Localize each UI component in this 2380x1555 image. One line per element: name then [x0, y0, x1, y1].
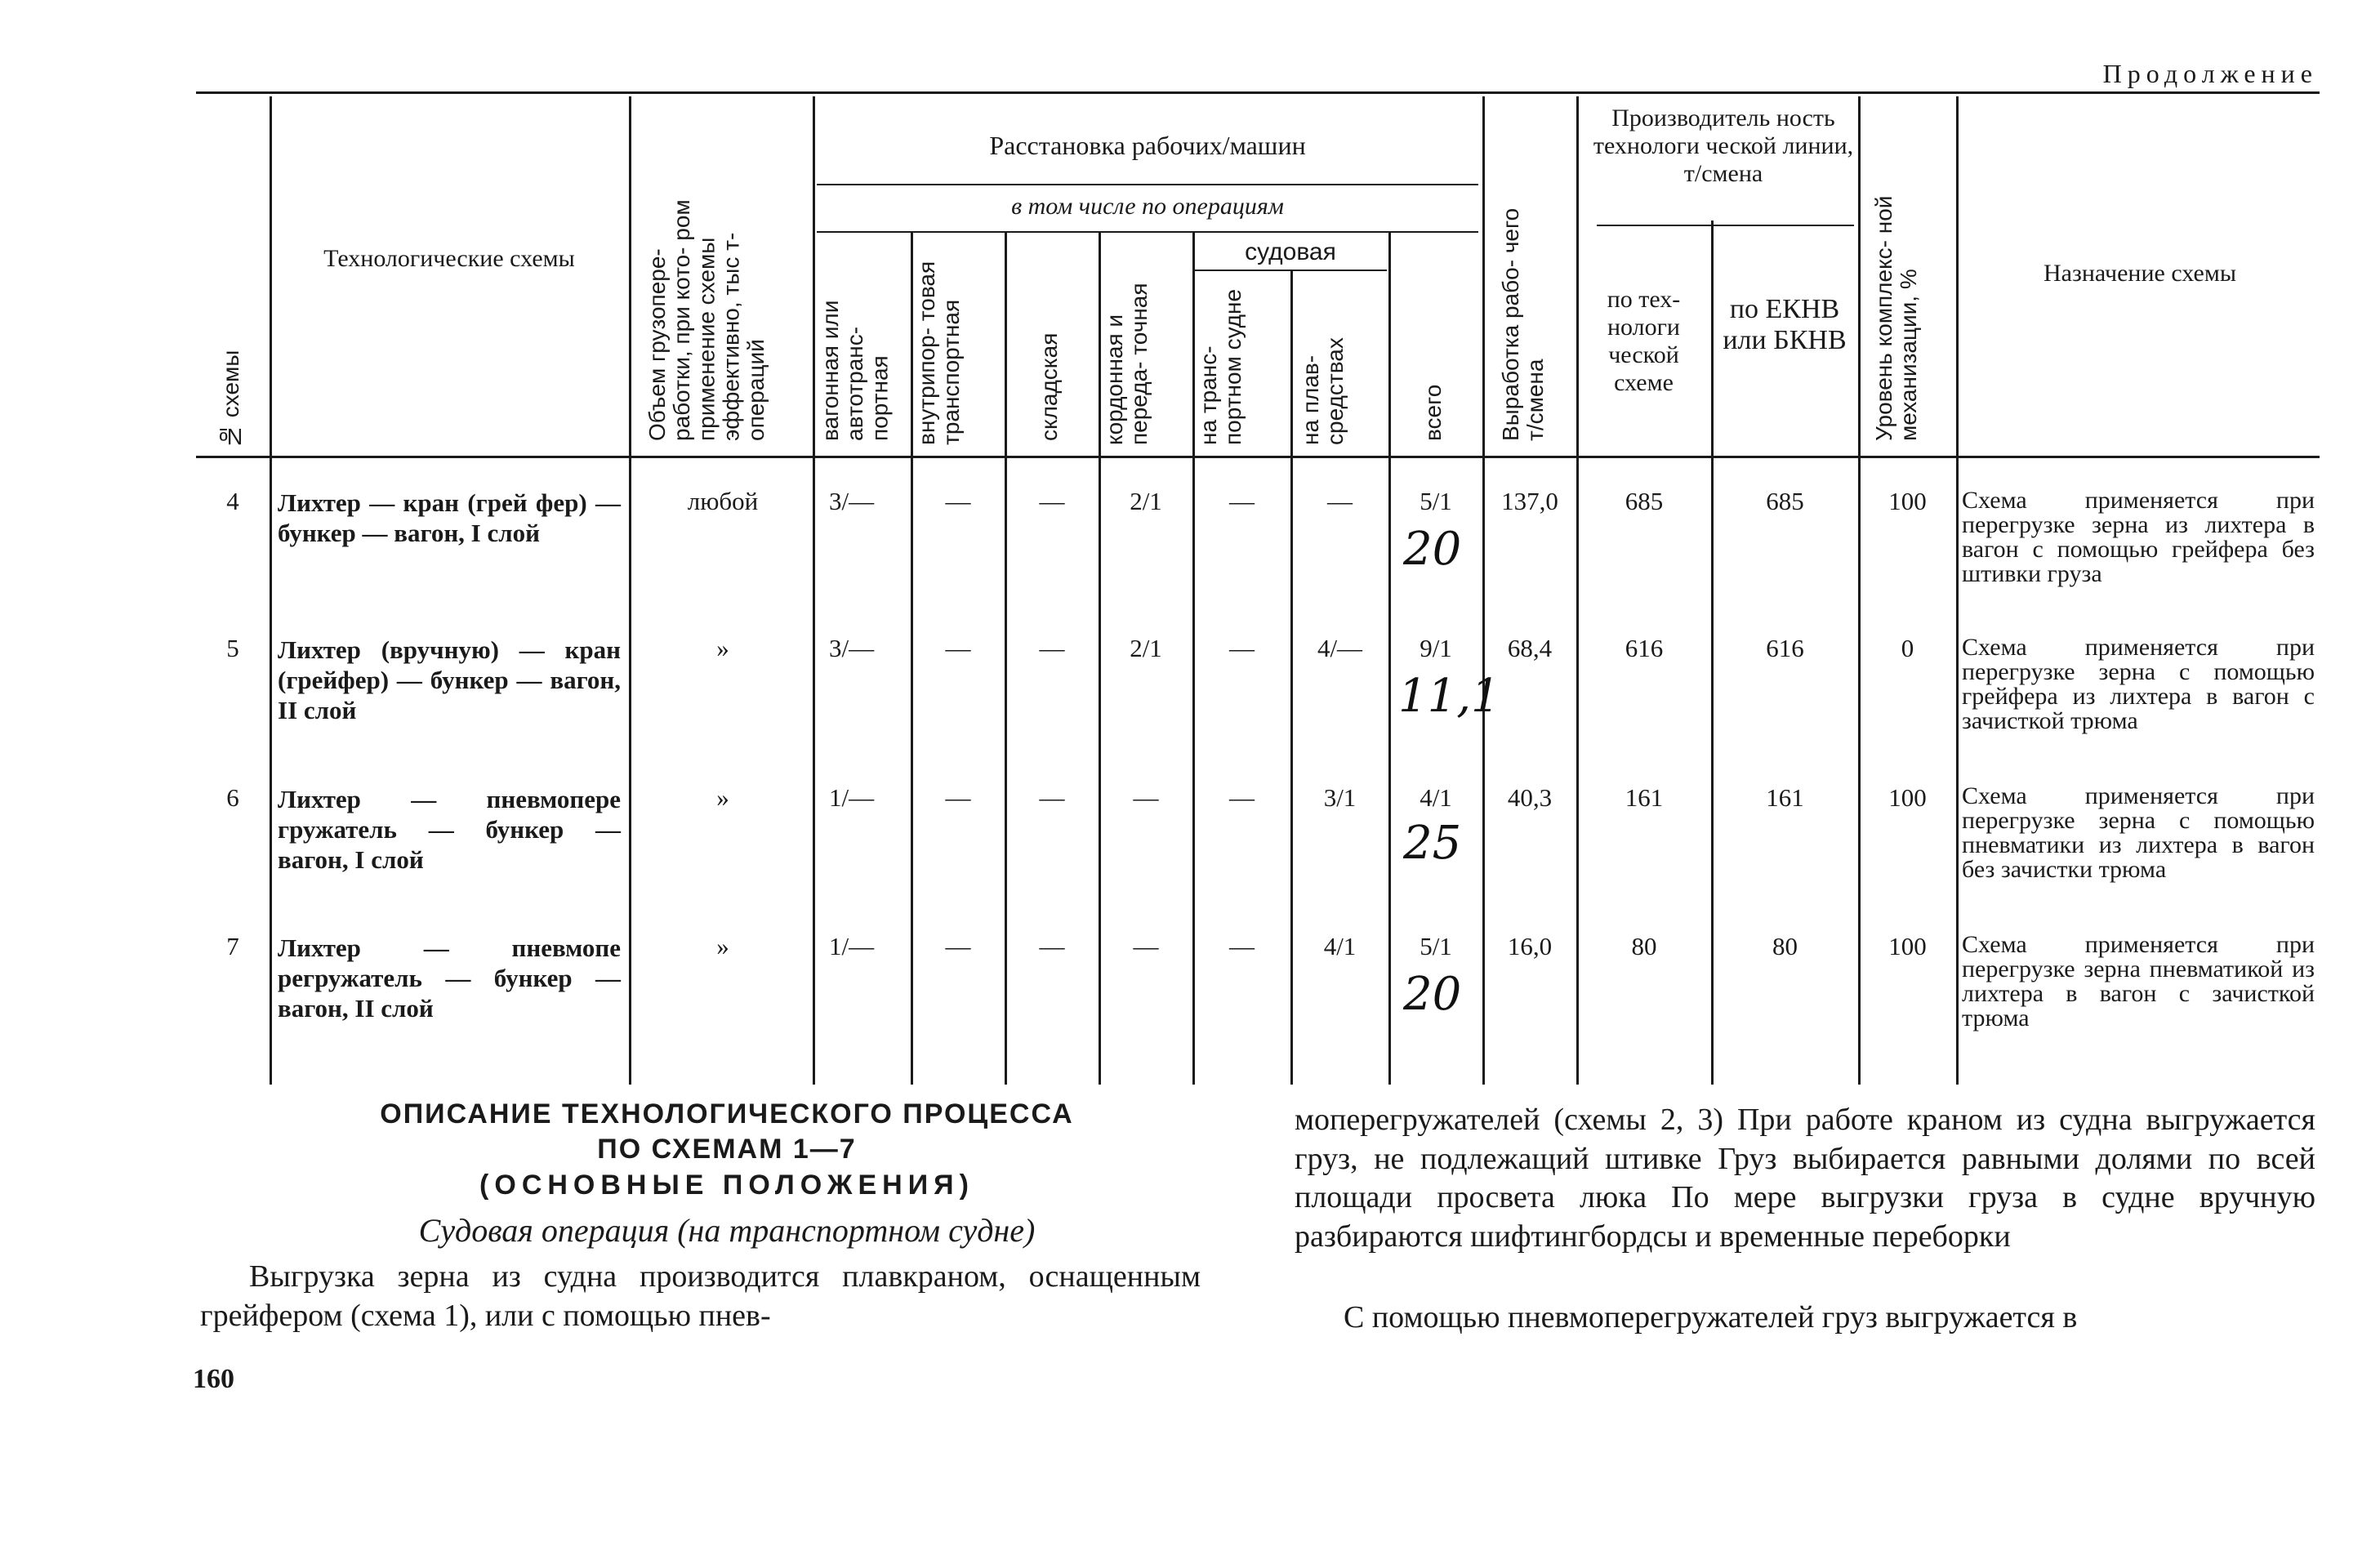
col-divider: [270, 96, 272, 1085]
ship-transport-value: —: [1229, 634, 1255, 662]
col-divider: [1290, 270, 1293, 1085]
header-cordon-text: кордонная и переда- точная: [1102, 283, 1152, 445]
total-value: 4/1: [1420, 783, 1452, 812]
header-output-text: Выработка рабо- чего т/смена: [1498, 207, 1549, 441]
left-paragraph: Выгрузка зерна из судна производится плавкраном, оснащенным грейфером (схема 1), или с помощью пнев-: [200, 1259, 1201, 1333]
ship-transport-value: —: [1229, 932, 1255, 960]
purpose-text: Схема применяется при перегрузке зерна из лихтера в вагон с помощью грейфера без штивки груза: [1962, 487, 2315, 587]
volume-value: »: [716, 932, 729, 960]
total-value: 5/1: [1420, 487, 1452, 515]
output-value: 40,3: [1507, 783, 1553, 812]
ship-float-value: 3/1: [1323, 783, 1357, 812]
header-total: всего: [1420, 384, 1446, 441]
by-scheme-value: 616: [1625, 634, 1664, 662]
header-purpose: Назначение схемы: [2044, 260, 2236, 287]
header-by-scheme: по тех- нологи ческой схеме: [1607, 286, 1681, 396]
total-value: 9/1: [1420, 634, 1452, 662]
warehouse-value: —: [1039, 783, 1065, 812]
by-scheme-value: 161: [1625, 783, 1664, 812]
by-eknv-value: 161: [1766, 783, 1804, 812]
scheme-text: Лихтер (вручную) — кран (грейфер) — бункер — вагон, II слой: [278, 635, 621, 725]
ship-float-value: 4/—: [1317, 634, 1363, 662]
header-mech-level-text: Уровень комплекс- ной механизации, %: [1871, 195, 1922, 441]
header-wagon: [818, 245, 900, 441]
col-divider: [629, 96, 631, 1085]
page-number: 160: [193, 1364, 234, 1394]
cordon-value: —: [1133, 932, 1159, 960]
intraport-value: —: [945, 634, 971, 662]
header-schemes: Технологические схемы: [323, 245, 575, 272]
ship-float-value: 4/1: [1323, 932, 1357, 960]
warehouse-value: —: [1039, 634, 1065, 662]
header-ship-float: [1299, 294, 1380, 445]
output-value: 137,0: [1501, 487, 1558, 515]
header-mech-level: [1872, 139, 1945, 441]
ship-rule: [1194, 270, 1387, 271]
placement-rule: [817, 184, 1478, 185]
header-warehouse: складская: [1036, 332, 1062, 441]
by-scheme-value: 80: [1631, 932, 1657, 960]
scheme-text: Лихтер — кран (грей фер) — бункер — вагон, I слой: [278, 488, 621, 548]
continuation-label: Продолжение: [2102, 59, 2318, 88]
header-ship-transport: [1197, 282, 1286, 445]
col-divider: [1956, 96, 1959, 1085]
wagon-value: 1/—: [829, 932, 875, 960]
row-number: 5: [226, 634, 239, 662]
scheme-text: Лихтер — пневмопе регружатель — бункер — вагон, II слой: [278, 933, 621, 1023]
purpose-text: Схема применяется при перегрузке зерна с помощью грейфера из лихтера в вагон с зачисткой трюма: [1962, 634, 2315, 734]
total-value: 5/1: [1420, 932, 1452, 960]
operations-rule: [817, 231, 1478, 233]
ship-transport-value: —: [1229, 487, 1255, 515]
volume-value: »: [716, 634, 729, 662]
mech-value: 100: [1888, 783, 1927, 812]
intraport-value: —: [945, 783, 971, 812]
volume-value: »: [716, 783, 729, 812]
handwritten-note: 20: [1403, 523, 1462, 576]
header-wagon-text: вагонная или автотранс- портная: [818, 300, 893, 441]
ship-float-value: —: [1327, 487, 1353, 515]
mech-value: 100: [1888, 932, 1927, 960]
header-scheme-number: № схемы: [218, 350, 243, 449]
ship-transport-value: —: [1229, 783, 1255, 812]
header-intraport: [915, 237, 996, 445]
header-intraport-text: внутрипор- товая транспортная: [914, 261, 965, 445]
handwritten-note: 20: [1403, 968, 1462, 1021]
purpose-text: Схема применяется при перегрузке зерна пневматикой из лихтера в вагон с зачисткой трюма: [1962, 931, 2315, 1031]
mech-value: 0: [1901, 634, 1914, 662]
output-value: 68,4: [1507, 634, 1553, 662]
header-including: в том числе по операциям: [1011, 193, 1284, 220]
header-output: [1499, 188, 1572, 441]
by-eknv-value: 80: [1772, 932, 1798, 960]
cordon-value: 2/1: [1130, 487, 1162, 515]
mech-value: 100: [1888, 487, 1927, 515]
wagon-value: 3/—: [829, 634, 875, 662]
productivity-rule: [1597, 225, 1854, 226]
volume-value: любой: [687, 487, 759, 515]
by-eknv-value: 685: [1766, 487, 1804, 515]
scheme-text: Лихтер — пневмопере гружатель — бункер — вагон, I слой: [278, 785, 621, 875]
table-header-rule: [196, 456, 2320, 458]
header-volume: [645, 163, 800, 441]
wagon-value: 1/—: [829, 783, 875, 812]
right-paragraph: С помощью пневмоперегружателей груз выгружается в: [1344, 1300, 2078, 1334]
wagon-value: 3/—: [829, 487, 875, 515]
header-cordon: [1103, 278, 1184, 445]
header-productivity: Производитель ность технологи ческой линии, т/смена: [1593, 105, 1854, 187]
right-paragraph: моперегружателей (схемы 2, 3) При работе краном из судна выгружается груз, не подлежащий штивке Груз выбирается равными долями по всей площади просвета люка По мере выгрузки груза в судне вручную разбираются шифтингбордсы и временные переборки: [1295, 1103, 2315, 1254]
handwritten-note: 25: [1403, 817, 1462, 870]
subsection-heading: Судовая операция (на транспортном судне): [418, 1212, 1036, 1249]
section-heading: ОПИСАНИЕ ТЕХНОЛОГИЧЕСКОГО ПРОЦЕССА: [380, 1098, 1074, 1129]
header-ship-transport-text: на транс- портном судне: [1196, 288, 1246, 445]
handwritten-note: 11,1: [1398, 670, 1500, 723]
row-number: 7: [226, 932, 239, 960]
cordon-value: —: [1133, 783, 1159, 812]
by-eknv-value: 616: [1766, 634, 1804, 662]
header-ship-float-text: на плав- средствах: [1298, 337, 1348, 445]
warehouse-value: —: [1039, 487, 1065, 515]
output-value: 16,0: [1507, 932, 1553, 960]
header-volume-text: Объем грузопере- работки, при кото- ром применение схемы эффективно, тыс т-операций: [644, 199, 769, 441]
by-scheme-value: 685: [1625, 487, 1664, 515]
intraport-value: —: [945, 932, 971, 960]
purpose-text: Схема применяется при перегрузке зерна с помощью пневматики из лихтера в вагон без зачистки трюма: [1962, 782, 2315, 883]
section-heading: ПО СХЕМАМ 1—7: [597, 1134, 857, 1165]
header-ship: судовая: [1245, 238, 1336, 265]
header-by-eknv: по ЕКНВ или БКНВ: [1723, 294, 1847, 356]
header-placement: Расстановка рабочих/машин: [989, 131, 1306, 160]
row-number: 4: [226, 487, 239, 515]
table-top-rule: [196, 91, 2320, 94]
row-number: 6: [226, 783, 239, 812]
cordon-value: 2/1: [1130, 634, 1162, 662]
col-divider: [813, 96, 815, 1085]
section-heading: (ОСНОВНЫЕ ПОЛОЖЕНИЯ): [479, 1170, 974, 1201]
intraport-value: —: [945, 487, 971, 515]
warehouse-value: —: [1039, 932, 1065, 960]
